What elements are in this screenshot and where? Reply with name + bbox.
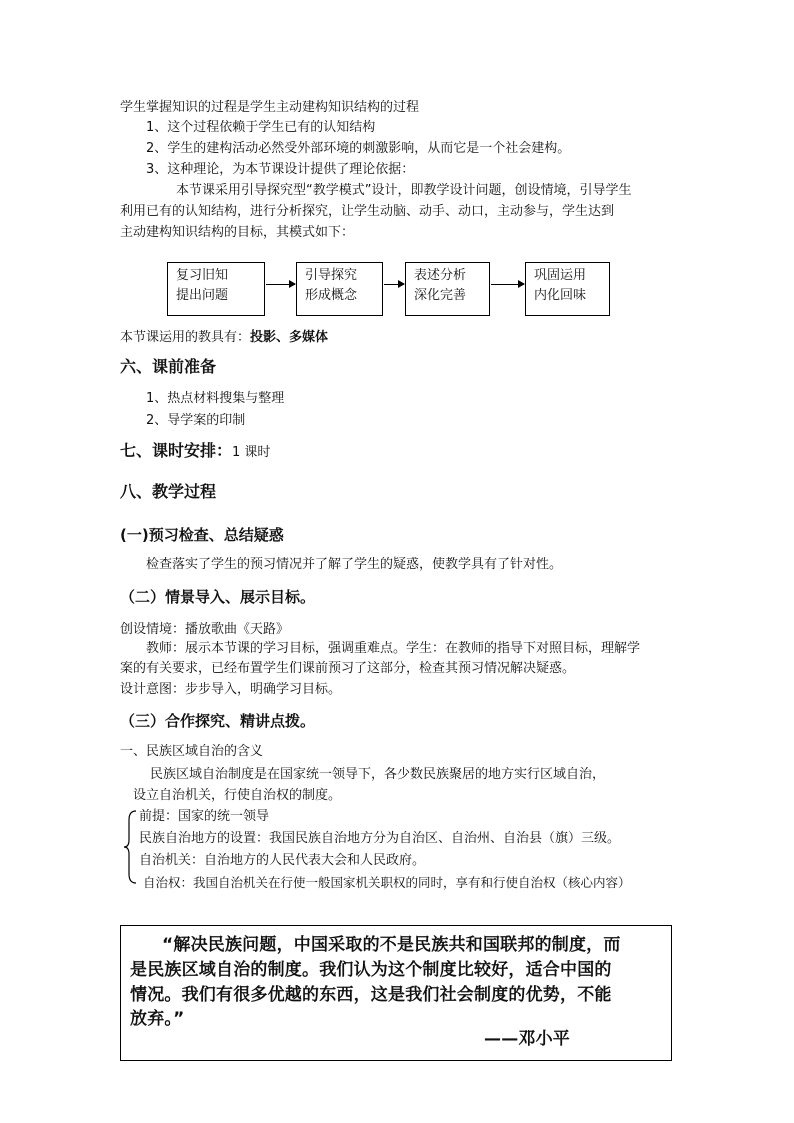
section-7-label: 七、课时安排： [120, 441, 233, 460]
quote-line-1: “解决民族问题，中国采取的不是民族共和国联邦的制度，而 [162, 935, 621, 955]
definition-line-1: 民族区域自治制度是在国家统一领导下，各少数民族聚居的地方实行区域自治， [150, 767, 606, 782]
brace-item-setup: 民族自治地方的设置：我国民族自治地方分为自治区、自治州、自治县（旗）三级。 [139, 831, 621, 846]
intro-paragraph-line-2: 利用已有的认知结构，进行分析探究，让学生动脑、动手、动口，主动参与，学生达到 [120, 204, 615, 219]
flow-box-1 [167, 262, 265, 316]
part-3-title: （三）合作探究、精讲点拨。 [120, 712, 316, 730]
flow-box-3-line1: 表述分析 [414, 268, 467, 283]
section-7-value: 1 课时 [232, 445, 271, 460]
flow-box-3-line2: 深化完善 [414, 288, 467, 303]
intro-paragraph-line-1: 本节课采用引导探究型“教学模式”设计，即教学设计问题，创设情境，引导学生 [176, 183, 632, 198]
flow-arrow-2 [384, 284, 404, 285]
flow-box-2-line2: 形成概念 [305, 288, 358, 303]
quote-line-3: 情况。我们有很多优越的东西，这是我们社会制度的优势，不能 [130, 985, 612, 1005]
definition-line-2: 设立自治机关，行使自治权的制度。 [133, 788, 342, 803]
part-1-text: 检查落实了学生的预习情况并了解了学生的疑惑，使教学具有了针对性。 [146, 557, 563, 572]
quote-line-4: 放弃。” [130, 1009, 185, 1029]
brace-icon [123, 810, 137, 884]
part-1-title: (一)预习检查、总结疑惑 [120, 526, 284, 544]
section-6-item-1: 1、热点材料搜集与整理 [146, 391, 285, 406]
flow-box-2 [296, 262, 383, 316]
flow-arrow-3 [491, 284, 524, 285]
quote-author: ——邓小平 [484, 1029, 570, 1049]
tools-value: 投影、多媒体 [250, 330, 329, 345]
flow-arrow-1 [266, 284, 295, 285]
brace-item-organs: 自治机关：自治地方的人民代表大会和人民政府。 [139, 853, 426, 868]
flow-box-1-line2: 提出问题 [176, 288, 229, 303]
intro-paragraph-line-3: 主动建构知识结构的目标，其模式如下： [120, 225, 355, 240]
part-2-line-3: 案的有关要求，已经布置学生们课前预习了这部分，检查其预习情况解决疑惑。 [120, 661, 576, 676]
brace-item-rights: 自治权：我国自治机关在行使一般国家机关职权的同时，享有和行使自治权（核心内容） [143, 875, 631, 890]
part-2-title: （二）情景导入、展示目标。 [120, 588, 316, 606]
section-6-item-2: 2、导学案的印制 [146, 413, 246, 428]
flow-box-2-line1: 引导探究 [305, 268, 358, 283]
part-2-line-2: 教师：展示本节课的学习目标，强调重难点。学生：在教师的指导下对照目标，理解学 [146, 641, 641, 656]
intro-item-1: 1、这个过程依赖于学生已有的认知结构 [146, 120, 376, 135]
part-3-subheading: 一、民族区域自治的含义 [120, 744, 264, 759]
brace-item-premise: 前提：国家的统一领导 [139, 809, 270, 824]
flow-box-1-line1: 复习旧知 [176, 268, 229, 283]
quote-line-2: 是民族区域自治的制度。我们认为这个制度比较好，适合中国的 [130, 960, 612, 980]
section-6-title: 六、课前准备 [120, 357, 217, 376]
tools-label: 本节课运用的教具有： [120, 330, 251, 345]
section-7-title [120, 440, 270, 464]
flow-box-4-line2: 内化回味 [534, 288, 587, 303]
intro-item-3: 3、这种理论，为本节课设计提供了理论依据： [146, 162, 415, 177]
section-8-title: 八、教学过程 [120, 482, 217, 501]
intro-item-2: 2、学生的建构活动必然受外部环境的刺激影响，从而它是一个社会建构。 [146, 141, 571, 156]
flow-box-4 [525, 262, 610, 316]
intro-heading: 学生掌握知识的过程是学生主动建构知识结构的过程 [120, 100, 420, 115]
flow-box-4-line1: 巩固运用 [534, 268, 587, 283]
tools-line [120, 329, 328, 347]
flow-box-3 [405, 262, 490, 316]
part-2-line-1: 创设情境：播放歌曲《天路》 [120, 622, 290, 637]
part-2-line-4: 设计意图：步步导入，明确学习目标。 [120, 682, 342, 697]
